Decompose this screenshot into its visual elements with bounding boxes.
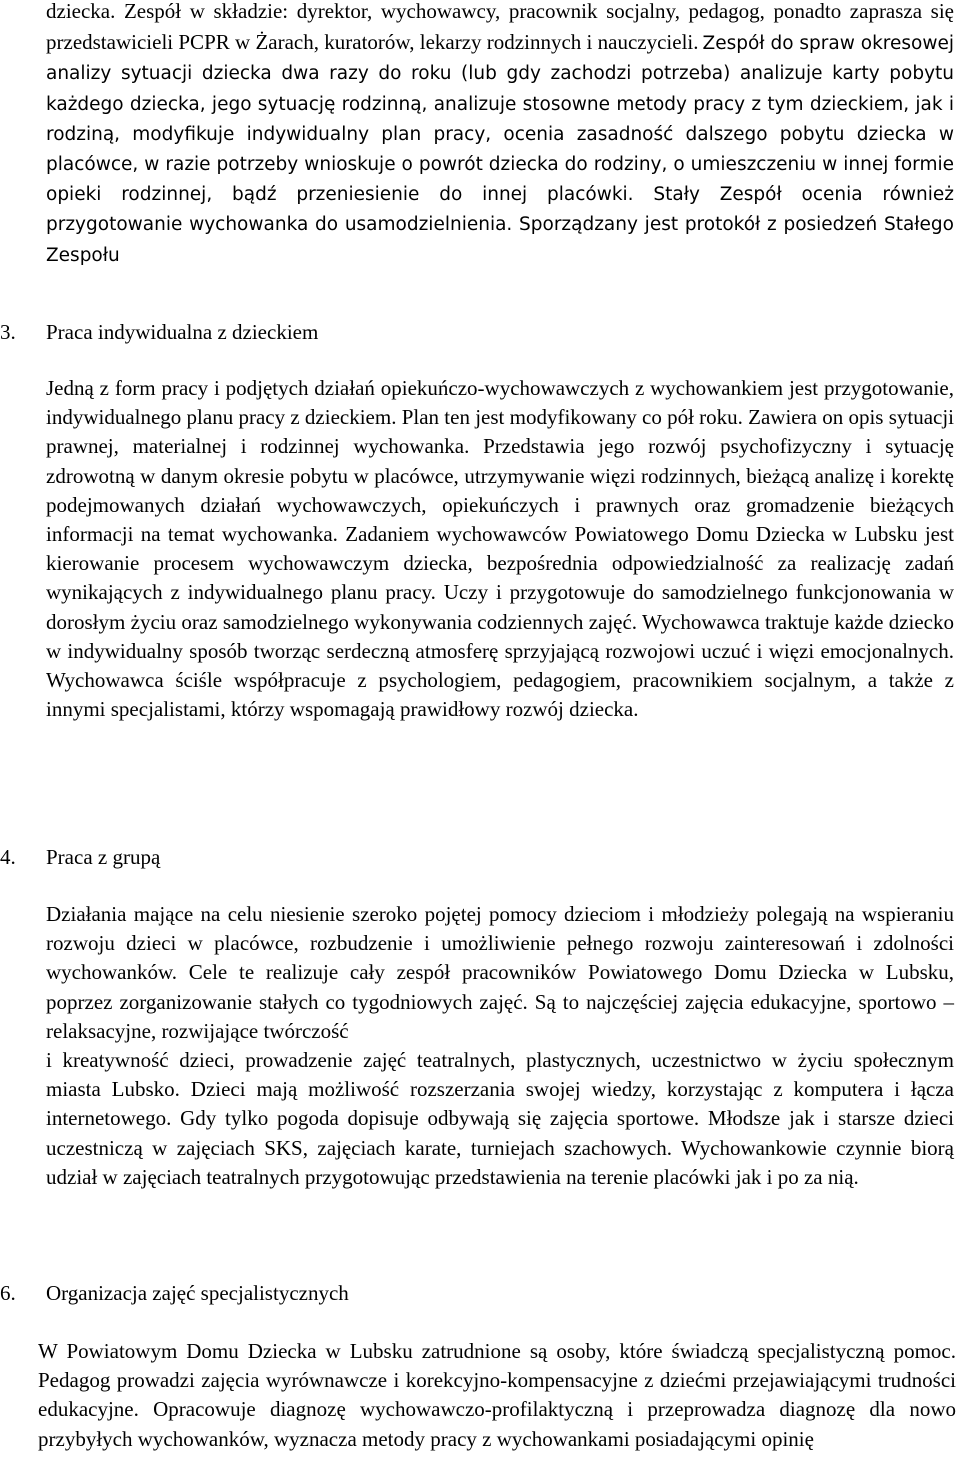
section-number: 6. (0, 1281, 16, 1305)
paragraph-team-serif-text: dziecka. Zespół w składzie: dyrektor, wychowawcy, pracownik socjalny, pedagog, ponadto zaprasza się przedstawicieli PCPR w Żarach, kuratorów, lekarzy rodzinnych i nauczycieli. (46, 0, 954, 55)
section-number: 4. (0, 845, 16, 869)
section-body-6: W Powiatowym Domu Dziecka w Lubsku zatrudnione są osoby, które świadczą specjalistyczną pomoc. Pedagog prowadzi zajęcia wyrównawcze i korekcyjno-kompensacyjne z dziećmi przejawiającymi trudności edukacyjne. Opracowuje diagnozę wychowawczo-profilaktyczną i przeprowadza diagnozę dla nowo przybyłych wychowanków, wyznacza metody pracy z wychowankami posiadającymi opinię (38, 1339, 956, 1451)
section-body-4 (46, 900, 954, 1192)
section-body-4-part2: i kreatywność dzieci, prowadzenie zajęć teatralnych, plastycznych, uczestnictwo w życiu społecznym miasta Lubsko. Dzieci mają możliwość rozszerzania swojej wiedzy, korzystając z komputera i łącza internetowego. Gdy tylko pogoda dopisuje odbywają się zajęcia sportowe. Młodsze jak i starsze dzieci uczestniczą w zajęciach SKS, zajęciach karate, turniejach szachowych. Wychowankowie czynnie biorą udział w zajęciach teatralnych przygotowując przedstawienia na terenie placówki jak i po za nią. (46, 1048, 954, 1189)
section-title: Organizacja zajęć specjalistycznych (46, 1281, 349, 1305)
section-title: Praca z grupą (46, 845, 161, 869)
section-number: 3. (0, 320, 16, 344)
paragraph-team (46, 0, 954, 271)
section-body-4-part1: Działania mające na celu niesienie szeroko pojętej pomocy dzieciom i młodzieży polegają na wspieraniu rozwoju dzieci w placówce, rozbudzenie i umożliwienie pełnego rozwoju zainteresowań i zdolności wychowanków. Cele te realizuje cały zespół pracowników Powiatowego Domu Dziecka w Lubsku, poprzez zorganizowanie stałych co tygodniowych zajęć. Są to najczęściej zajęcia edukacyjne, sportowo – relaksacyjne, rozwijające twórczość (46, 902, 954, 1043)
paragraph-team-sans-text: Zespół do spraw okresowej analizy sytuacji dziecka dwa razy do roku (lub gdy zachodzi potrzeba) analizuje karty pobytu każdego dziecka, jego sytuację rodzinną, analizuje stosowne metody pracy z tym dzieckiem, jak i rodziną, modyfikuje indywidualny plan pracy, ocenia zasadność dalszego pobytu dziecka w placówce, w razie potrzeby wnioskuje o powrót dziecka do rodziny, o umieszczeniu w innej formie opieki rodzinnej, bądź przeniesienie do innej placówki. Stały Zespół ocenia również przygotowanie wychowanka do usamodzielnienia. Sporządzany jest protokół z posiedzeń Stałego Zespołu (46, 33, 954, 266)
section-body-3: Jedną z form pracy i podjętych działań opiekuńczo-wychowawczych z wychowankiem jest przygotowanie, indywidualnego planu pracy z dzieckiem. Plan ten jest modyfikowany co pół roku. Zawiera on opis sytuacji prawnej, materialnej i rodzinnej wychowanka. Przedstawia jego rozwój psychofizyczny i sytuację zdrowotną w danym okresie pobytu w placówce, utrzymywanie więzi rodzinnych, bieżącą analizę i korektę podejmowanych działań wychowawczych, opiekuńczych i prawnych oraz gromadzenie bieżących informacji na temat wychowanka. Zadaniem wychowawców Powiatowego Domu Dziecka w Lubsku jest kierowanie procesem wychowawczym dziecka, bezpośrednia odpowiedzialność za realizację zadań wynikających z indywidualnego planu pracy. Uczy i przygotowuje do samodzielnego funkcjonowania w dorosłym życiu oraz samodzielnego wykonywania codziennych zajęć. Wychowawca traktuje każde dziecko w indywidualny sposób tworząc serdeczną atmosferę sprzyjającą rozwojowi uczuć i więzi emocjonalnych. Wychowawca ściśle współpracuje z psychologiem, pedagogiem, pracownikiem socjalnym, a także z innymi specjalistami, którzy wspomagają prawidłowy rozwój dziecka. (46, 376, 955, 722)
section-title: Praca indywidualna z dzieckiem (46, 320, 319, 344)
